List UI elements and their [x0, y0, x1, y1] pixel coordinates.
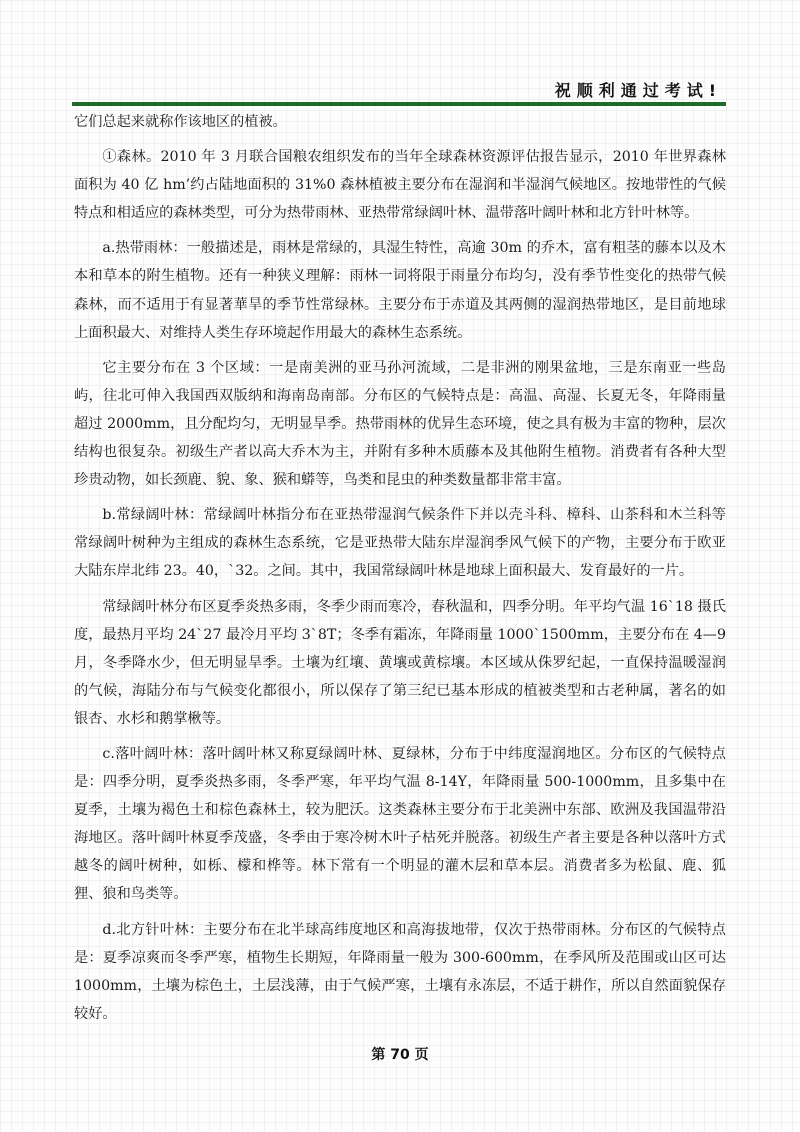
paragraph-continuation: 它们总起来就称作该地区的植被。: [74, 114, 287, 130]
header-title: 祝顺利通过考试!: [554, 81, 722, 100]
paragraph-deciduous-broadleaf: c.落叶阔叶林：落叶阔叶林又称夏绿阔叶林、夏绿林，分布于中纬度湿润地区。分布区的气候特点是：四季分明，夏季炎热多雨，冬季严寒，年平均气温 8-14Y，年降雨量 500-1000mm，且多集中在夏季，土壤为褐色土和棕色森林土，较为肥沃。这类森林主要分布于北美洲中东部、欧洲及我国温带沿海地区。落叶阔叶林夏季茂盛，冬季由于寒冷树木叶子枯死并脱落。初级生产者主要是各种以落叶方式越冬的阔叶树种，如栎、檬和桦等。林下常有一个明显的灌木层和草本层。消费者多为松鼠、鹿、狐狸、狼和鸟类等。: [74, 745, 726, 903]
paragraph-evergreen-broadleaf: b.常绿阔叶林：常绿阔叶林指分布在亚热带湿润气候条件下并以壳斗科、樟科、山茶科和木兰科等常绿阔叶树种为主组成的森林生态系统，它是亚热带大陆东岸湿润季风气候下的产物，主要分布于欧亚大陆东岸北纬 23。40，`32。之间。其中，我国常绿阔叶林是地球上面积最大、发育最好的一片。: [74, 507, 726, 580]
header-rule: [72, 102, 726, 106]
paragraph-boreal-conifer: d.北方针叶林：主要分布在北半球高纬度地区和高海拔地带，仅次于热带雨林。分布区的气候特点是：夏季凉爽而冬季严寒，植物生长期短，年降雨量一般为 300-600mm，在季风所及范围或山区可达 1000mm，土壤为棕色土，土层浅薄，由于气候严寒，土壤有永冻层，不适于耕作，所以自然面貌保存较好。: [74, 921, 726, 1022]
paragraph-rainforest-distribution: 它主要分布在 3 个区域：一是南美洲的亚马孙河流域，二是非洲的刚果盆地，三是东南亚一些岛屿，往北可伸入我国西双版纳和海南岛南部。分布区的气候特点是：高温、高湿、长夏无冬，年降雨量超过 2000mm，且分配均匀，无明显旱季。热带雨林的优异生态环境，使之具有极为丰富的物种，层次结构也很复杂。初级生产者以高大乔木为主，并附有多种木质藤本及其他附生植物。消费者有各种大型珍贵动物，如长颈鹿、貌、象、猴和蟒等，鸟类和昆虫的种类数量都非常丰富。: [74, 359, 726, 489]
page-number: 第 70 页: [371, 1047, 429, 1063]
body-text: [74, 108, 726, 1035]
paragraph-tropical-rainforest: a.热带雨林：一般描述是，雨林是常绿的，具湿生特性，高逾 30m 的乔木，富有粗茎的藤本以及木本和草本的附生植物。还有一种狭义理解：雨林一词将限于雨量分布均匀，没有季节性变化的热带气候森林，而不适用于有显著華旱的季节性常绿林。主要分布于赤道及其两侧的湿润热带地区，是目前地球上面积最大、对维持人类生存环境起作用最大的森林生态系统。: [74, 240, 726, 341]
paragraph-forest-intro: ①森林。2010 年 3 月联合国粮农组织发布的当年全球森林资源评估报告显示，2010 年世界森林面积为 40 亿 hm’约占陆地面积的 31%0 森林植被主要分布在湿润和半湿润气候地区。按地带性的气候特点和相适应的森林类型，可分为热带雨林、亚热带常绿阔叶林、温带落叶阔叶林和北方针叶林等。: [74, 149, 726, 222]
paragraph-evergreen-climate: 常绿阔叶林分布区夏季炎热多雨，冬季少雨而寒冷，春秋温和，四季分明。年平均气温 16`18 摄氏度，最热月平均 24`27 最冷月平均 3`8T；冬季有霜冻，年降雨量 1000`1500mm，主要分布在 4—9 月，冬季降水少，但无明显旱季。土壤为红壤、黄壤或黄棕壤。本区域从侏罗纪起，一直保持温暖湿润的气候，海陆分布与气候变化都很小，所以保存了第三纪已基本形成的植被类型和古老种属，著名的如银杏、水杉和鹅掌楸等。: [74, 598, 726, 727]
